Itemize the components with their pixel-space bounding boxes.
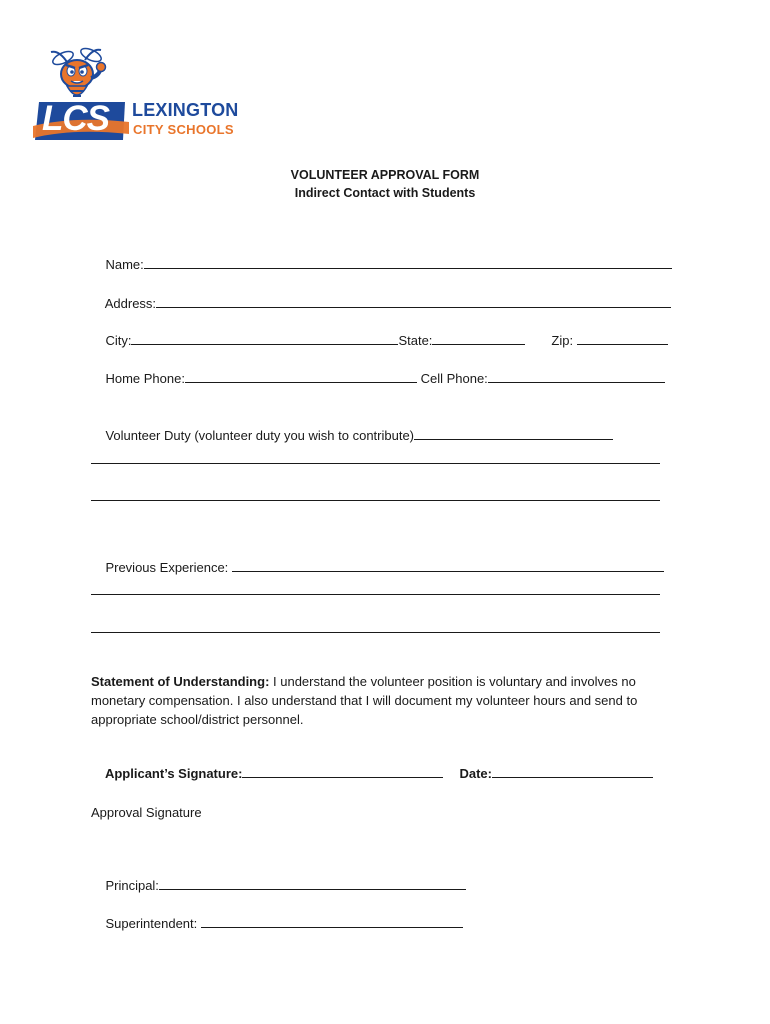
volunteer-duty-label: Volunteer Duty (volunteer duty you wish to contribute)	[105, 428, 415, 443]
form-title	[0, 166, 770, 202]
date-label: Date:	[459, 766, 492, 781]
address-label: Address:	[104, 296, 157, 311]
statement-heading: Statement of Understanding:	[91, 674, 270, 689]
applicant-signature-label: Applicant’s Signature:	[104, 766, 243, 781]
applicant-signature-field[interactable]	[242, 765, 443, 778]
superintendent-signature-field[interactable]	[201, 915, 463, 928]
form-title-main: VOLUNTEER APPROVAL FORM	[290, 168, 480, 182]
previous-experience-label: Previous Experience:	[105, 560, 232, 575]
volunteer-duty-line-2[interactable]	[91, 462, 660, 464]
state-field[interactable]	[432, 332, 525, 345]
statement-of-understanding	[91, 672, 681, 729]
previous-experience-line-2[interactable]	[91, 593, 660, 595]
previous-experience-line-3[interactable]	[91, 631, 660, 633]
cell-phone-field[interactable]	[488, 370, 665, 383]
previous-experience-field[interactable]	[232, 559, 664, 572]
home-phone-field[interactable]	[185, 370, 417, 383]
school-logo	[33, 46, 263, 146]
applicant-signature-row	[91, 749, 653, 798]
phone-row	[91, 354, 665, 403]
home-phone-label: Home Phone:	[105, 371, 185, 386]
previous-experience-row	[91, 543, 664, 592]
name-field[interactable]	[144, 256, 672, 269]
principal-label: Principal:	[105, 878, 159, 893]
logo-name-line1: LEXINGTON	[132, 100, 239, 120]
cell-phone-label: Cell Phone:	[420, 371, 488, 386]
city-label: City:	[105, 333, 132, 348]
volunteer-duty-field[interactable]	[414, 427, 613, 440]
principal-signature-field[interactable]	[159, 877, 466, 890]
logo-name-line2: CITY SCHOOLS	[133, 122, 234, 137]
address-field[interactable]	[156, 295, 671, 308]
approval-heading: Approval Signature	[91, 805, 202, 820]
superintendent-label: Superintendent:	[105, 916, 201, 931]
volunteer-duty-row	[91, 411, 613, 460]
date-field[interactable]	[492, 765, 653, 778]
zip-field[interactable]	[577, 332, 668, 345]
zip-label: Zip:	[551, 333, 577, 348]
statement-text: I understand the volunteer position is voluntary and involves no monetary compensation. I also understand that I will document my volunteer hours and send to appropriate school/district personnel.	[91, 674, 638, 727]
city-field[interactable]	[131, 332, 398, 345]
state-label: State:	[398, 333, 433, 348]
form-title-subtitle: Indirect Contact with Students	[294, 186, 476, 200]
superintendent-row	[91, 899, 463, 948]
volunteer-duty-line-3[interactable]	[91, 499, 660, 501]
logo-initials: LCS	[42, 99, 109, 138]
name-label: Name:	[105, 257, 144, 272]
